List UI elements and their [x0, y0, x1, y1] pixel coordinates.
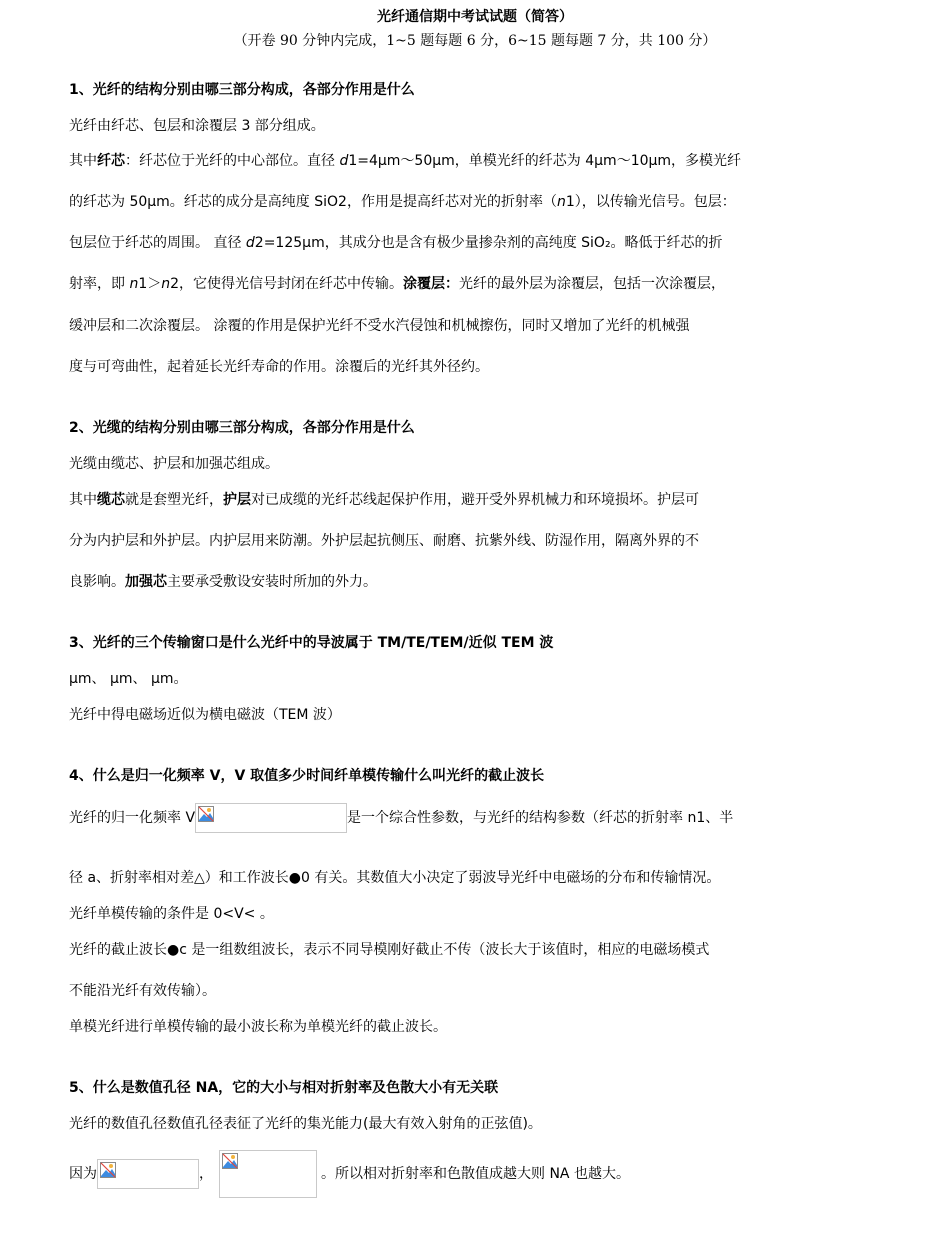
text: 是一个综合性参数，与光纤的结构参数（纤芯的折射率 n1、半	[347, 810, 734, 826]
text: 射率，即	[69, 276, 130, 292]
q5-heading: 5、什么是数值孔径 NA，它的大小与相对折射率及色散大小有无关联	[69, 1080, 499, 1096]
text: ：纤芯位于光纤的中心部位。直径	[125, 153, 340, 169]
q2-line-1: 光缆由缆芯、护层和加强芯组成。	[69, 456, 279, 472]
q1-heading: 1、光纤的结构分别由哪三部分构成，各部分作用是什么	[69, 82, 415, 98]
term-sheath: 护层	[223, 492, 251, 508]
q2-heading: 2、光缆的结构分别由哪三部分构成，各部分作用是什么	[69, 420, 415, 436]
text: d	[245, 235, 255, 251]
q1-line-5	[69, 274, 725, 294]
q3-heading: 3、光纤的三个传输窗口是什么光纤中的导波属于 TM/TE/TEM/近似 TEM 波	[69, 635, 554, 651]
text: ，	[199, 1166, 213, 1182]
text: 。所以相对折射率和色散值成越大则 NA 也越大。	[321, 1166, 630, 1182]
text: 1=4μm～50μm，单模光纤的纤芯为 4μm～10μm，多模光纤	[348, 153, 742, 169]
text: 就是套塑光纤，	[125, 492, 223, 508]
text: 2=125μm，其成分也是含有极少量掺杂剂的高纯度 SiO₂。略低于纤芯的折	[254, 235, 723, 251]
q4-line-6: 单模光纤进行单模传输的最小波长称为单模光纤的截止波长。	[69, 1019, 447, 1035]
term-strength-member: 加强芯	[125, 574, 167, 590]
text: n	[556, 194, 566, 210]
term-core: 纤芯	[97, 153, 125, 169]
page-subtitle: （开卷 90 分钟内完成，1~5 题每题 6 分，6~15 题每题 7 分，共 100 分）	[233, 33, 717, 49]
text: d	[339, 153, 349, 169]
text: 1＞	[138, 276, 162, 292]
q4-line-1	[69, 803, 733, 833]
text: 对已成缆的光纤芯线起保护作用，避开受外界机械力和环境损坏。护层可	[251, 492, 699, 508]
text: 其中	[69, 492, 97, 508]
broken-image-icon	[222, 1153, 238, 1169]
formula-image-na-2	[219, 1150, 317, 1198]
q4-line-3: 光纤单模传输的条件是 0<V< 。	[69, 906, 274, 922]
text: 的纤芯为 50μm。纤芯的成分是高纯度 SiO2，作用是提高纤芯对光的折射率（	[69, 194, 557, 210]
text: n	[129, 276, 139, 292]
q4-line-5: 不能沿光纤有效传输）。	[69, 983, 216, 999]
text: n	[161, 276, 171, 292]
q5-line-1: 光纤的数值孔径数值孔径表征了光纤的集光能力(最大有效入射角的正弦值)。	[69, 1116, 542, 1132]
broken-image-icon	[100, 1162, 116, 1178]
text: 光纤的最外层为涂覆层，包括一次涂覆层，	[459, 276, 726, 292]
q4-heading: 4、什么是归一化频率 V，V 取值多少时间纤单模传输什么叫光纤的截止波长	[69, 768, 545, 784]
term-cable-core: 缆芯	[97, 492, 125, 508]
q3-line-1: μm、 μm、 μm。	[69, 671, 188, 687]
q2-line-3: 分为内护层和外护层。内护层用来防潮。外护层起抗侧压、耐磨、抗紫外线、防湿作用，隔离外界的不	[69, 533, 699, 549]
text: 良影响。	[69, 574, 125, 590]
q1-line-7: 度与可弯曲性，起着延长光纤寿命的作用。涂覆后的光纤其外径约。	[69, 359, 489, 375]
page-title: 光纤通信期中考试试题（简答）	[377, 9, 573, 25]
term-coating: 涂覆层：	[403, 276, 460, 292]
text: 包层位于纤芯的周围。 直径	[69, 235, 246, 251]
q2-line-4	[69, 572, 377, 592]
formula-image-na	[97, 1159, 199, 1189]
broken-image-icon	[198, 806, 214, 822]
q1-line-2	[69, 151, 741, 171]
q2-line-2	[69, 490, 699, 510]
formula-image-v	[195, 803, 347, 833]
q1-line-1: 光纤由纤芯、包层和涂覆层 3 部分组成。	[69, 118, 325, 134]
text: 1），以传输光信号。包层：	[565, 194, 736, 210]
text: 其中	[69, 153, 97, 169]
text: 2，它使得光信号封闭在纤芯中传输。	[170, 276, 404, 292]
q1-line-4	[69, 233, 723, 253]
q4-line-2: 径 a、折射率相对差△）和工作波长●0 有关。其数值大小决定了弱波导光纤中电磁场的分布和传输情况。	[69, 870, 721, 886]
q1-line-3	[69, 192, 736, 212]
q4-line-4: 光纤的截止波长●c 是一组数组波长，表示不同导模刚好截止不传（波长大于该值时，相应的电磁场模式	[69, 942, 710, 958]
text: 主要承受敷设安装时所加的外力。	[167, 574, 377, 590]
q5-line-2	[69, 1150, 630, 1198]
q1-line-6: 缓冲层和二次涂覆层。 涂覆的作用是保护光纤不受水汽侵蚀和机械擦伤，同时又增加了光纤的机械强	[69, 318, 690, 334]
text: 因为	[69, 1166, 97, 1182]
q3-line-2: 光纤中得电磁场近似为横电磁波（TEM 波）	[69, 707, 341, 723]
text: 光纤的归一化频率 V	[69, 810, 196, 826]
